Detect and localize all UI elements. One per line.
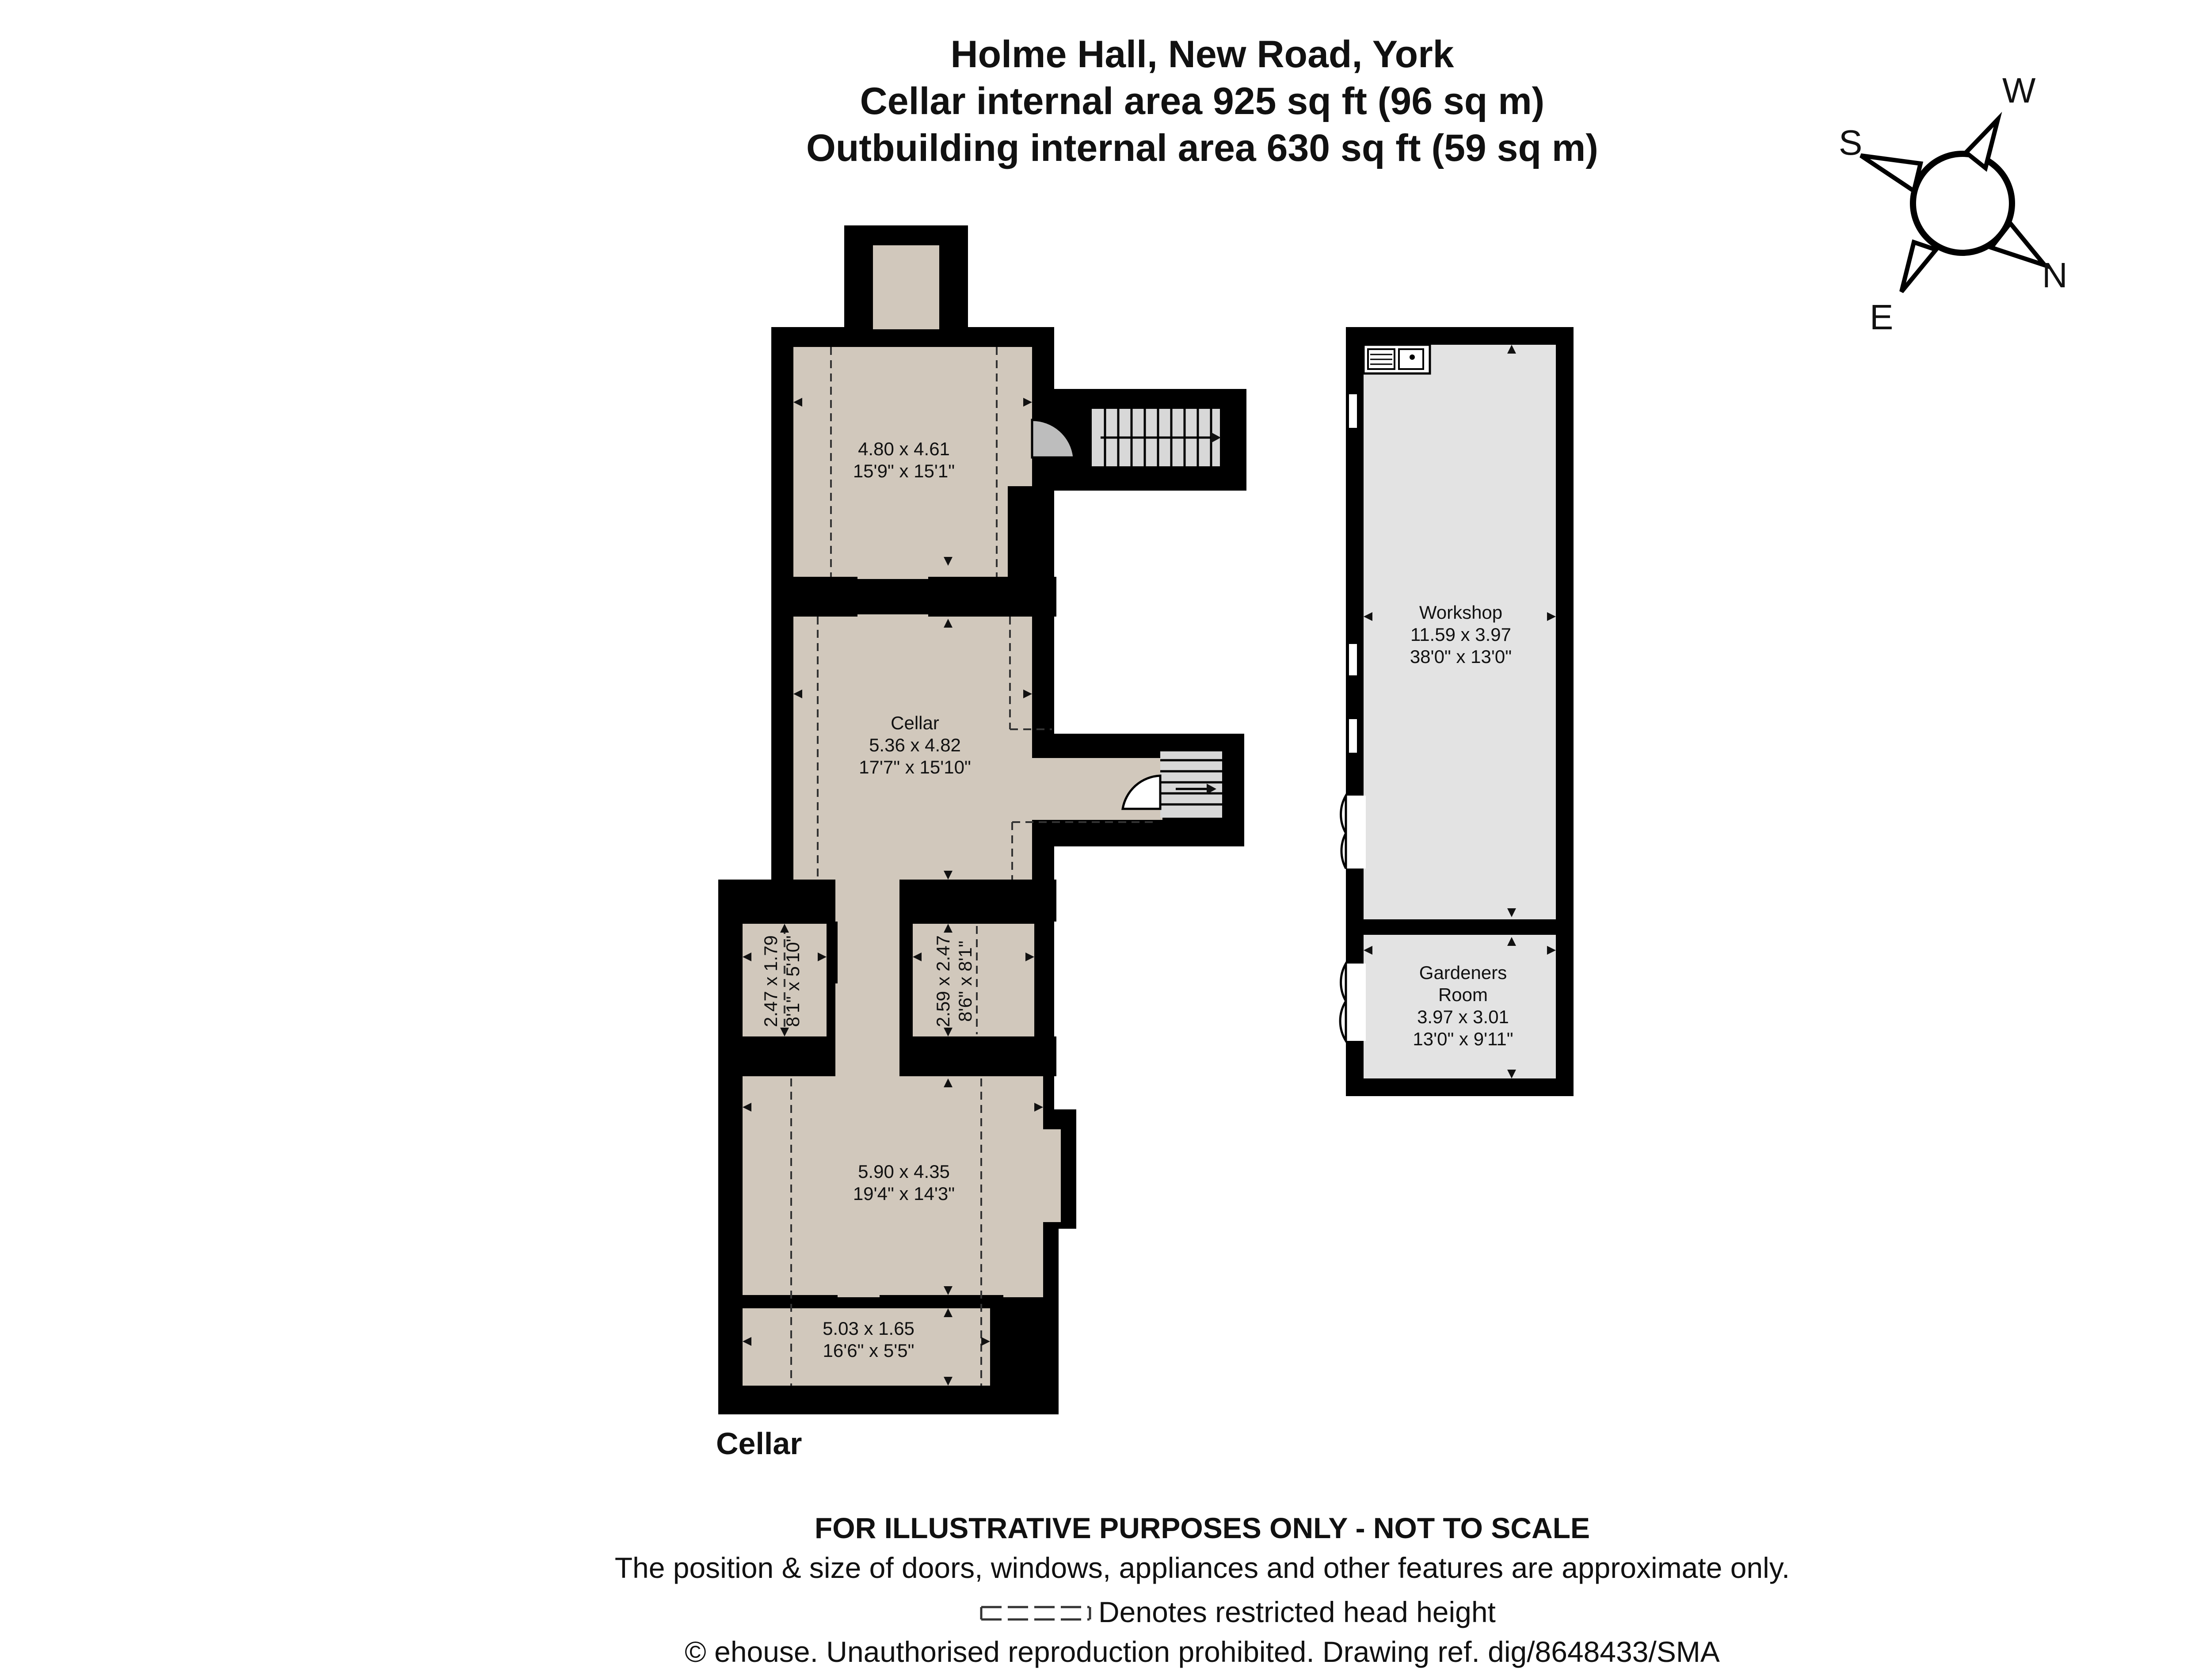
room-gardeners-metric: 3.97 x 3.01 [1417, 1006, 1509, 1027]
note-text: The position & size of doors, windows, appliances and other features are approximate only. [614, 1551, 1790, 1584]
room-upper-imperial: 15'9" x 15'1" [853, 461, 955, 481]
disclaimer-text: FOR ILLUSTRATIVE PURPOSES ONLY - NOT TO SCALE [814, 1512, 1590, 1544]
plan-title: Holme Hall, New Road, York [950, 33, 1454, 76]
compass-s-label: S [1839, 123, 1863, 162]
floor-label: Cellar [716, 1426, 802, 1461]
sink-icon [1364, 345, 1430, 373]
compass-e-label: E [1870, 297, 1894, 337]
room-gardeners-name-1: Gardeners [1419, 962, 1507, 983]
room-cellar-name: Cellar [891, 712, 939, 733]
legend-text: Denotes restricted head height [1098, 1596, 1496, 1628]
room-small-left-metric: 2.47 x 1.79 [760, 935, 781, 1027]
room-bottom-metric: 5.03 x 1.65 [823, 1318, 914, 1339]
copyright-text: © ehouse. Unauthorised reproduction prohibited. Drawing ref. dig/8648433/SMA [685, 1635, 1720, 1668]
room-small-left-imperial: 8'1" x 5'10" [782, 935, 803, 1027]
room-workshop-name: Workshop [1419, 602, 1503, 623]
cellar-plan [718, 225, 1246, 1414]
room-small-right-metric: 2.59 x 2.47 [933, 935, 953, 1027]
outbuilding-area-text: Outbuilding internal area 630 sq ft (59 sq m) [806, 127, 1599, 169]
cellar-area-text: Cellar internal area 925 sq ft (96 sq m) [860, 80, 1545, 122]
room-lower-imperial: 19'4" x 14'3" [853, 1183, 955, 1204]
restricted-height-legend-icon [981, 1607, 1090, 1619]
room-cellar-metric: 5.36 x 4.82 [869, 735, 961, 755]
room-cellar-imperial: 17'7" x 15'10" [859, 757, 971, 777]
room-small-right-imperial: 8'6" x 8'1" [955, 941, 975, 1022]
room-bottom-imperial: 16'6" x 5'5" [823, 1340, 914, 1361]
compass-n-label: N [2042, 255, 2068, 295]
room-gardeners-name-2: Room [1438, 984, 1488, 1005]
room-lower-metric: 5.90 x 4.35 [858, 1161, 950, 1182]
compass-w-label: W [2002, 71, 2036, 110]
room-upper-metric: 4.80 x 4.61 [858, 438, 950, 459]
compass-icon [1839, 71, 2068, 337]
room-workshop-metric: 11.59 x 3.97 [1410, 624, 1512, 645]
room-workshop-imperial: 38'0" x 13'0" [1410, 646, 1512, 667]
room-gardeners-imperial: 13'0" x 9'11" [1413, 1029, 1513, 1049]
